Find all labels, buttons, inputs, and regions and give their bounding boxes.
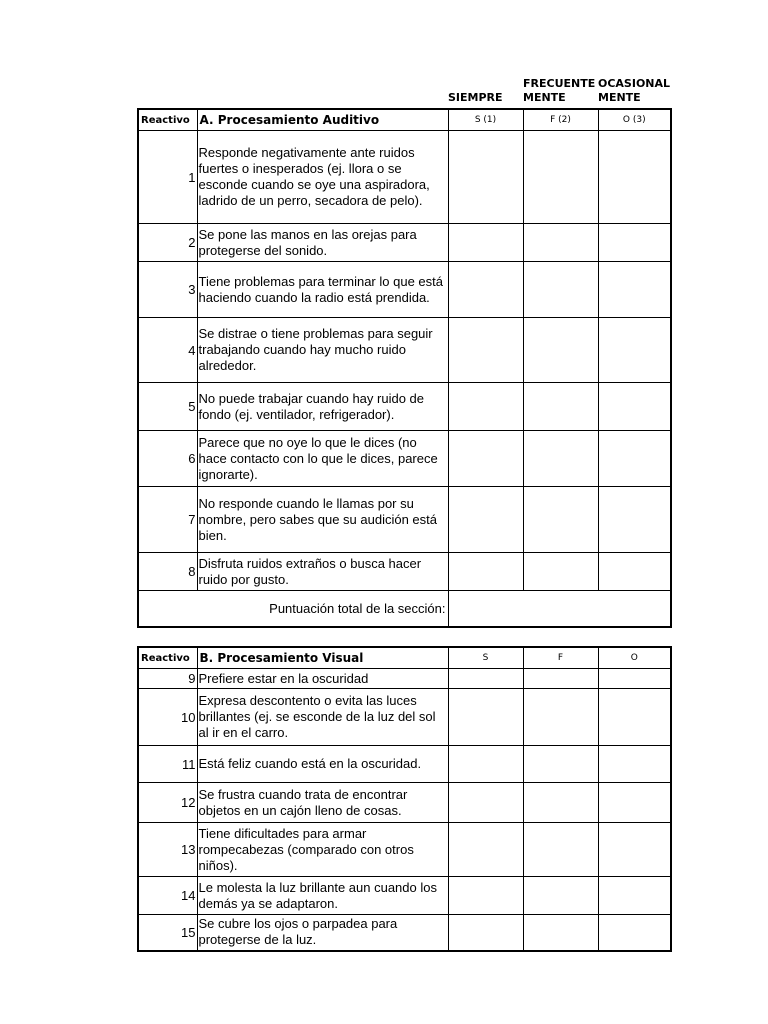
answer-cell-siempre[interactable] (448, 823, 523, 877)
item-text: Se pone las manos en las orejas para protegerse del sonido. (197, 224, 448, 262)
item-text: Expresa descontento o evita las luces brillantes (ej. se esconde de la luz del sol al ir en el carro. (197, 689, 448, 746)
reactivo-label: Reactivo (138, 647, 197, 669)
answer-cell-frecuentemente[interactable] (523, 553, 598, 591)
item-number: 5 (138, 383, 197, 431)
answer-cell-ocasionalmente[interactable] (598, 262, 671, 318)
answer-cell-siempre[interactable] (448, 746, 523, 783)
table-row (138, 318, 671, 383)
table-row (138, 823, 671, 877)
item-text: Responde negativamente ante ruidos fuertes o inesperados (ej. llora o se esconde cuando se oye una aspiradora, ladrido de un perro, secadora de pelo). (197, 131, 448, 224)
item-text: Se cubre los ojos o parpadea para protegerse de la luz. (197, 915, 448, 951)
item-text: No puede trabajar cuando hay ruido de fondo (ej. ventilador, refrigerador). (197, 383, 448, 431)
table-row (138, 487, 671, 553)
option-header-f: F (2) (523, 109, 598, 131)
section-a-table (137, 108, 672, 628)
item-text: Se frustra cuando trata de encontrar objetos en un cajón lleno de cosas. (197, 783, 448, 823)
answer-cell-ocasionalmente[interactable] (598, 487, 671, 553)
table-row (138, 262, 671, 318)
answer-cell-ocasionalmente[interactable] (598, 669, 671, 689)
item-text: No responde cuando le llamas por su nombre, pero sabes que su audición está bien. (197, 487, 448, 553)
table-row (138, 383, 671, 431)
table-row (138, 783, 671, 823)
item-number: 14 (138, 877, 197, 915)
answer-cell-siempre[interactable] (448, 689, 523, 746)
answer-cell-siempre[interactable] (448, 431, 523, 487)
column-header-frecuentemente: FRECUENTE MENTE (523, 77, 596, 104)
answer-cell-frecuentemente[interactable] (523, 689, 598, 746)
item-number: 13 (138, 823, 197, 877)
item-number: 1 (138, 131, 197, 224)
option-header-s: S (448, 647, 523, 669)
answer-cell-siempre[interactable] (448, 383, 523, 431)
answer-cell-frecuentemente[interactable] (523, 224, 598, 262)
answer-cell-frecuentemente[interactable] (523, 318, 598, 383)
item-text: Parece que no oye lo que le dices (no hace contacto con lo que le dices, parece ignorarte). (197, 431, 448, 487)
table-row (138, 669, 671, 689)
item-number: 11 (138, 746, 197, 783)
answer-cell-frecuentemente[interactable] (523, 823, 598, 877)
answer-cell-frecuentemente[interactable] (523, 783, 598, 823)
section-total-field[interactable] (448, 591, 671, 627)
table-row (138, 915, 671, 951)
section-b-title: B. Procesamiento Visual (197, 647, 448, 669)
answer-cell-ocasionalmente[interactable] (598, 553, 671, 591)
answer-cell-frecuentemente[interactable] (523, 431, 598, 487)
item-number: 12 (138, 783, 197, 823)
answer-cell-siempre[interactable] (448, 318, 523, 383)
item-number: 6 (138, 431, 197, 487)
answer-cell-siempre[interactable] (448, 224, 523, 262)
item-number: 10 (138, 689, 197, 746)
option-header-o: O (598, 647, 671, 669)
table-row (138, 131, 671, 224)
section-a-header-row (138, 109, 671, 131)
item-text: Disfruta ruidos extraños o busca hacer ruido por gusto. (197, 553, 448, 591)
answer-cell-siempre[interactable] (448, 553, 523, 591)
item-text: Se distrae o tiene problemas para seguir trabajando cuando hay mucho ruido alrededor. (197, 318, 448, 383)
item-number: 9 (138, 669, 197, 689)
answer-cell-ocasionalmente[interactable] (598, 877, 671, 915)
answer-cell-frecuentemente[interactable] (523, 131, 598, 224)
answer-cell-frecuentemente[interactable] (523, 746, 598, 783)
answer-cell-ocasionalmente[interactable] (598, 689, 671, 746)
option-header-s: S (1) (448, 109, 523, 131)
answer-cell-siempre[interactable] (448, 669, 523, 689)
item-number: 2 (138, 224, 197, 262)
item-number: 8 (138, 553, 197, 591)
table-row (138, 877, 671, 915)
item-number: 7 (138, 487, 197, 553)
item-text: Le molesta la luz brillante aun cuando los demás ya se adaptaron. (197, 877, 448, 915)
item-text: Tiene dificultades para armar rompecabezas (comparado con otros niños). (197, 823, 448, 877)
answer-cell-ocasionalmente[interactable] (598, 915, 671, 951)
column-header-siempre: SIEMPRE (448, 91, 503, 104)
answer-cell-frecuentemente[interactable] (523, 383, 598, 431)
answer-cell-siempre[interactable] (448, 262, 523, 318)
column-header-ocasionalmente: OCASIONAL MENTE (598, 77, 671, 104)
answer-cell-ocasionalmente[interactable] (598, 383, 671, 431)
answer-cell-siempre[interactable] (448, 783, 523, 823)
reactivo-label: Reactivo (138, 109, 197, 131)
section-b-table (137, 646, 672, 952)
answer-cell-frecuentemente[interactable] (523, 915, 598, 951)
answer-cell-ocasionalmente[interactable] (598, 431, 671, 487)
answer-cell-siempre[interactable] (448, 131, 523, 224)
section-b-header-row (138, 647, 671, 669)
item-text: Tiene problemas para terminar lo que está haciendo cuando la radio está prendida. (197, 262, 448, 318)
section-total-label: Puntuación total de la sección: (138, 591, 448, 627)
answer-cell-ocasionalmente[interactable] (598, 131, 671, 224)
item-number: 15 (138, 915, 197, 951)
answer-cell-siempre[interactable] (448, 915, 523, 951)
answer-cell-ocasionalmente[interactable] (598, 224, 671, 262)
table-row (138, 746, 671, 783)
option-header-o: O (3) (598, 109, 671, 131)
table-row (138, 689, 671, 746)
item-number: 4 (138, 318, 197, 383)
answer-cell-ocasionalmente[interactable] (598, 318, 671, 383)
table-row (138, 224, 671, 262)
answer-cell-ocasionalmente[interactable] (598, 783, 671, 823)
section-total-row (138, 591, 671, 627)
answer-cell-siempre[interactable] (448, 877, 523, 915)
answer-cell-frecuentemente[interactable] (523, 487, 598, 553)
answer-cell-frecuentemente[interactable] (523, 262, 598, 318)
answer-cell-frecuentemente[interactable] (523, 669, 598, 689)
answer-cell-frecuentemente[interactable] (523, 877, 598, 915)
item-text: Está feliz cuando está en la oscuridad. (197, 746, 448, 783)
section-a-title: A. Procesamiento Auditivo (197, 109, 448, 131)
table-row (138, 553, 671, 591)
answer-cell-ocasionalmente[interactable] (598, 823, 671, 877)
option-header-f: F (523, 647, 598, 669)
item-number: 3 (138, 262, 197, 318)
answer-cell-siempre[interactable] (448, 487, 523, 553)
answer-cell-ocasionalmente[interactable] (598, 746, 671, 783)
table-row (138, 431, 671, 487)
item-text: Prefiere estar en la oscuridad (197, 669, 448, 689)
